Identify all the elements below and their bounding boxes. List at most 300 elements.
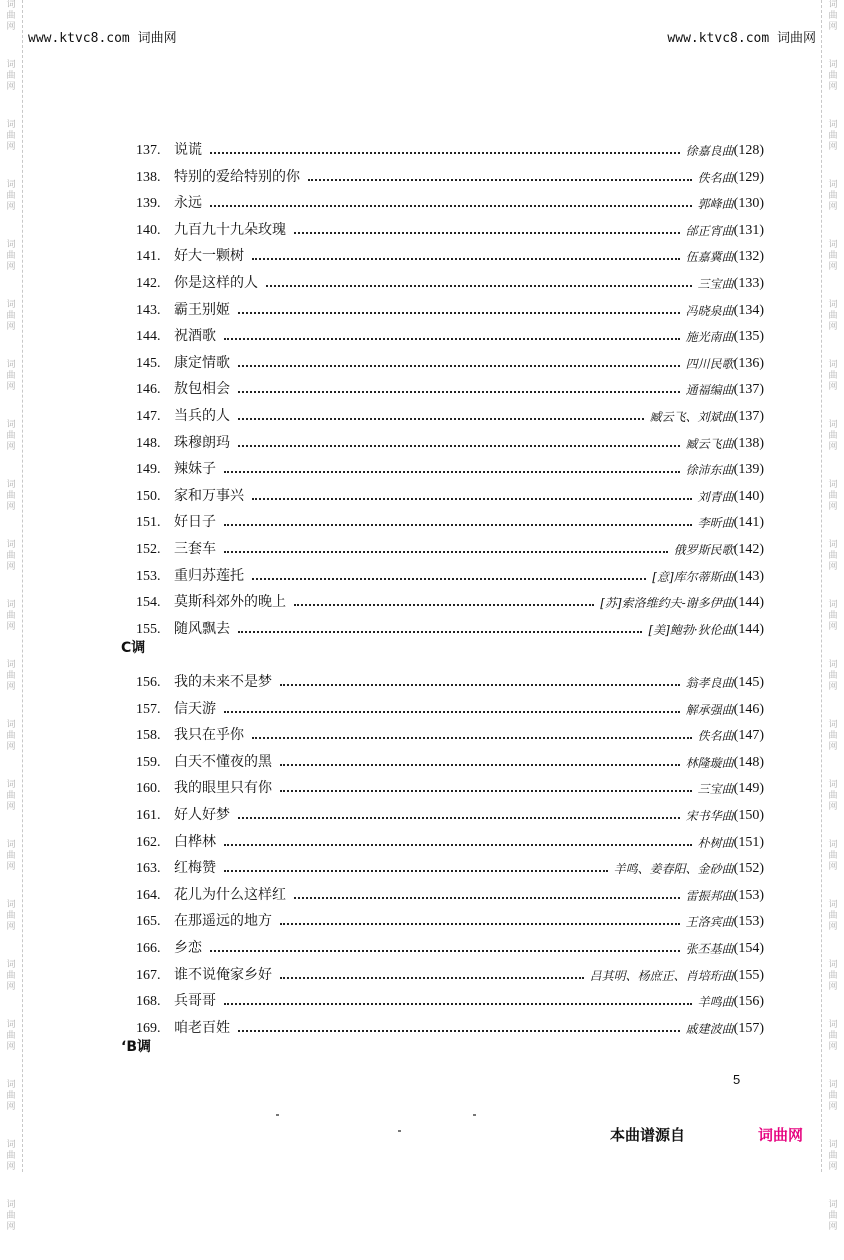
watermark-char: 曲 [828,791,838,801]
scan-speck [398,1130,401,1132]
entry-number: 142. [136,276,161,291]
watermark-char: 词 [828,300,838,310]
watermark-char: 词 [6,180,16,190]
toc-entry [136,479,764,505]
watermark-char: 曲 [6,611,16,621]
watermark-char: 曲 [6,371,16,381]
watermark-char: 词 [828,360,838,370]
entry-composer: 俄罗斯民歌 [673,543,734,557]
watermark-char: 词 [828,780,838,790]
watermark-group [828,240,837,273]
watermark-char: 网 [828,622,838,632]
footer-source-label: 本曲谱源自 [610,1126,686,1144]
watermark-char: 曲 [828,851,838,861]
entry-title: 谁不说俺家乡好 [174,966,272,983]
entry-composer: [美]鲍勃·狄伦曲 [648,622,734,637]
scan-speck [473,1114,476,1116]
entry-title: 重归苏莲托 [174,567,244,584]
watermark-char: 曲 [828,251,838,261]
entry-composer: 李昕曲 [697,516,734,531]
toc-entry [136,878,764,904]
entry-title: 乡恋 [174,940,202,956]
watermark-char: 词 [828,540,838,550]
toc-entry [136,612,764,638]
entry-number: 156. [136,675,161,690]
toc-entry [136,745,764,771]
watermark-char: 曲 [828,911,838,921]
leader-dots [238,365,680,367]
watermark-group [828,1140,837,1173]
entry-composer: 三宝曲 [697,782,734,797]
entry-composer: 三宝曲 [697,277,734,291]
watermark-char: 网 [6,322,16,332]
watermark-char: 词 [828,660,838,670]
entry-composer: 宋书华曲 [685,809,734,823]
watermark-char: 曲 [828,191,838,201]
watermark-char: 网 [828,322,838,332]
leader-dots [252,578,646,580]
entry-number: 167. [136,967,161,983]
entry-number: 140. [136,222,161,238]
leader-dots [252,498,692,500]
leader-dots [224,471,680,473]
watermark-char: 词 [6,660,16,670]
leader-dots [210,152,680,154]
watermark-char: 网 [828,1222,838,1232]
watermark-char: 网 [6,562,16,572]
entry-number: 155. [136,621,161,637]
watermark-group [828,0,837,33]
watermark-char: 曲 [828,311,838,321]
toc-entry [136,160,764,186]
watermark-char: 网 [828,682,838,692]
page-number: 5 [733,1072,741,1087]
entry-composer: 林隆璇曲 [685,755,734,770]
toc-entry [136,585,764,611]
watermark-char: 网 [828,922,838,932]
watermark-char: 词 [828,1020,838,1030]
toc-entry [136,771,764,797]
watermark-group [828,540,837,573]
entry-title: 特别的爱给特别的你 [174,168,300,185]
entry-title: 兵哥哥 [174,993,216,1010]
watermark-char: 曲 [6,731,16,741]
watermark-char: 网 [6,22,16,32]
entry-title: 康定情歌 [174,354,230,371]
leader-dots [280,923,680,925]
toc-entry [136,426,764,452]
watermark-group [6,1200,15,1233]
entry-composer: 徐嘉良曲 [685,144,734,158]
leader-dots [280,764,680,766]
leader-dots [266,285,692,287]
watermark-group [6,720,15,753]
entry-page: (144) [733,621,764,637]
entry-composer: 臧云飞曲 [685,436,734,451]
entry-title: 三套车 [174,541,216,557]
entry-page: (130) [733,196,764,212]
entry-composer: 雷振邦曲 [685,888,734,903]
key-section-heading: ʻB调 [121,1039,151,1056]
entry-composer: [苏]索洛维约夫-谢多伊曲 [600,596,734,611]
watermark-char: 网 [828,1162,838,1172]
watermark-char: 词 [828,1140,838,1150]
watermark-char: 词 [6,1140,16,1150]
toc-entry [136,692,764,718]
entry-title: 祝酒歌 [174,328,216,345]
entry-page: (136) [733,355,764,371]
watermark-group [6,840,15,873]
watermark-char: 曲 [6,551,16,561]
watermark-char: 词 [6,0,16,10]
entry-number: 157. [136,701,161,717]
watermark-char: 曲 [828,371,838,381]
entry-title: 敖包相会 [174,381,230,398]
entry-page: (153) [733,887,764,903]
watermark-column [822,0,844,1260]
entry-page: (140) [733,488,764,504]
entry-page: (128) [733,143,764,158]
watermark-char: 词 [6,360,16,370]
entry-number: 169. [136,1020,161,1036]
watermark-group [6,480,15,513]
toc-entry [136,133,764,159]
entry-page: (145) [733,675,764,690]
watermark-char: 词 [6,60,16,70]
watermark-group [6,180,15,213]
entry-number: 166. [136,941,161,956]
entry-page: (142) [733,542,764,557]
entry-number: 162. [136,834,161,850]
watermark-char: 网 [6,142,16,152]
watermark-group [6,540,15,573]
entry-title: 你是这样的人 [174,275,258,291]
watermark-char: 词 [6,480,16,490]
watermark-group [828,720,837,753]
leader-dots [210,205,692,207]
entry-title: 花儿为什么这样红 [174,886,286,903]
entry-composer: 朴树曲 [697,835,734,850]
toc-entry [136,665,764,691]
entry-page: (139) [733,462,764,478]
watermark-group [828,180,837,213]
entry-page: (149) [733,781,764,797]
leader-dots [252,258,680,260]
leader-dots [294,897,680,899]
watermark-char: 词 [828,840,838,850]
entry-number: 137. [136,143,161,158]
watermark-char: 曲 [828,131,838,141]
watermark-group [6,360,15,393]
watermark-char: 曲 [6,791,16,801]
entry-composer: 张丕基曲 [685,942,734,956]
entry-page: (144) [733,595,764,611]
leader-dots [252,737,692,739]
watermark-char: 词 [6,960,16,970]
entry-title: 家和万事兴 [174,487,244,504]
entry-number: 161. [136,808,161,823]
entry-page: (134) [733,302,764,318]
entry-composer: 伍嘉冀曲 [685,250,734,265]
footer-brand-logo[interactable]: 词曲网 [758,1126,804,1144]
leader-dots [238,817,680,819]
entry-number: 160. [136,781,161,797]
watermark-char: 曲 [828,431,838,441]
watermark-group [828,60,837,93]
leader-dots [224,870,608,872]
watermark-char: 网 [6,1222,16,1232]
watermark-group [828,960,837,993]
watermark-group [6,300,15,333]
watermark-char: 词 [828,1080,838,1090]
watermark-char: 词 [6,420,16,430]
toc-entry [136,532,764,558]
entry-page: (143) [733,568,764,584]
entry-number: 139. [136,196,161,212]
watermark-group [6,1020,15,1053]
watermark-char: 曲 [828,731,838,741]
watermark-char: 曲 [828,1031,838,1041]
entry-page: (155) [733,967,764,983]
entry-page: (146) [733,701,764,717]
watermark-char: 网 [6,1042,16,1052]
entry-composer: 羊鸣曲 [697,995,734,1010]
watermark-char: 词 [828,240,838,250]
watermark-group [828,1200,837,1233]
toc-entry [136,319,764,345]
leader-dots [280,684,680,686]
watermark-char: 词 [6,120,16,130]
toc-entry [136,798,764,824]
key-section-heading: C调 [121,640,146,657]
watermark-group [6,1140,15,1173]
entry-page: (138) [733,435,764,451]
watermark-char: 网 [6,82,16,92]
watermark-group [6,780,15,813]
header-site-right[interactable]: www.ktvc8.com 词曲网 [667,31,816,46]
entry-number: 138. [136,169,161,185]
toc-entry [136,293,764,319]
entry-composer: 郭峰曲 [697,197,734,212]
entry-composer: 王洛宾曲 [685,915,734,930]
watermark-group [828,660,837,693]
watermark-char: 网 [6,442,16,452]
entry-composer: 四川民歌 [685,356,734,371]
entry-page: (135) [733,329,764,345]
watermark-char: 词 [828,720,838,730]
entry-title: 珠穆朗玛 [174,434,230,451]
watermark-char: 词 [6,300,16,310]
watermark-char: 曲 [828,1211,838,1221]
watermark-char: 曲 [6,131,16,141]
watermark-group [828,1020,837,1053]
entry-page: (153) [733,914,764,930]
entry-page: (150) [733,808,764,823]
watermark-char: 曲 [6,1091,16,1101]
watermark-char: 曲 [6,911,16,921]
entry-title: 红梅赞 [174,860,216,877]
entry-title: 莫斯科郊外的晚上 [174,594,286,611]
watermark-char: 词 [6,900,16,910]
watermark-char: 曲 [6,11,16,21]
entry-title: 霸王别姬 [174,301,230,318]
entry-title: 白桦林 [174,833,216,850]
watermark-char: 网 [6,922,16,932]
entry-number: 141. [136,249,161,265]
leader-dots [224,711,680,713]
toc-entry [136,452,764,478]
leader-dots [238,631,642,633]
watermark-char: 曲 [828,551,838,561]
entry-page: (157) [733,1020,764,1036]
entry-page: (137) [733,409,764,424]
entry-page: (147) [733,728,764,744]
watermark-group [828,120,837,153]
toc-entry [136,372,764,398]
watermark-char: 曲 [6,971,16,981]
watermark-char: 曲 [6,671,16,681]
watermark-group [6,0,15,33]
scan-speck [276,1114,279,1116]
entry-title: 我只在乎你 [174,727,244,744]
watermark-char: 网 [6,262,16,272]
leader-dots [280,790,692,792]
watermark-char: 网 [828,742,838,752]
toc-entry [136,239,764,265]
entry-composer: 施光南曲 [685,330,734,345]
watermark-char: 网 [828,262,838,272]
watermark-char: 词 [6,1020,16,1030]
watermark-group [6,120,15,153]
watermark-group [828,780,837,813]
leader-dots [224,1003,692,1005]
entry-title: 好人好梦 [174,807,230,823]
leader-dots [294,604,594,606]
watermark-group [6,600,15,633]
watermark-char: 网 [6,682,16,692]
watermark-group [6,420,15,453]
watermark-char: 曲 [828,671,838,681]
watermark-char: 网 [828,1042,838,1052]
entry-number: 168. [136,994,161,1010]
entry-number: 159. [136,754,161,770]
entry-title: 我的眼里只有你 [174,780,272,797]
watermark-char: 曲 [6,191,16,201]
watermark-char: 词 [6,240,16,250]
watermark-group [6,900,15,933]
entry-page: (132) [733,249,764,265]
toc-entry [136,346,764,372]
entry-composer: 佚名曲 [697,729,734,744]
entry-page: (137) [733,382,764,398]
watermark-char: 曲 [828,971,838,981]
watermark-group [828,1080,837,1113]
entry-page: (148) [733,754,764,770]
watermark-char: 词 [828,1200,838,1210]
watermark-group [828,300,837,333]
watermark-char: 网 [828,82,838,92]
watermark-char: 词 [828,480,838,490]
watermark-group [6,1080,15,1113]
watermark-char: 词 [828,900,838,910]
entry-title: 白天不懂夜的黑 [174,753,272,770]
watermark-char: 曲 [6,311,16,321]
entry-composer: 刘青曲 [697,489,734,504]
watermark-char: 曲 [828,11,838,21]
leader-dots [308,179,692,181]
watermark-char: 词 [6,720,16,730]
entry-composer: 戚建波曲 [685,1021,734,1036]
toc-entry [136,399,764,425]
toc-entry [136,718,764,744]
watermark-char: 网 [828,142,838,152]
watermark-char: 词 [6,1080,16,1090]
entry-title: 在那遥远的地方 [174,913,272,930]
toc-entry [136,266,764,292]
watermark-char: 网 [828,202,838,212]
watermark-group [828,900,837,933]
entry-title: 信天游 [174,700,216,717]
entry-page: (131) [733,222,764,238]
watermark-char: 曲 [828,611,838,621]
entry-page: (141) [733,515,764,531]
watermark-char: 曲 [6,851,16,861]
entry-number: 151. [136,515,161,531]
leader-dots [224,844,692,846]
watermark-group [828,360,837,393]
watermark-group [828,600,837,633]
entry-composer: 吕其明、杨庶正、肖培珩曲 [589,968,734,983]
entry-composer: 徐沛东曲 [685,463,734,478]
toc-entry [136,904,764,930]
entry-title: 当兵的人 [174,408,230,424]
watermark-char: 曲 [6,251,16,261]
watermark-char: 网 [828,862,838,872]
watermark-char: 曲 [6,431,16,441]
entry-page: (154) [733,941,764,956]
watermark-char: 网 [6,1162,16,1172]
watermark-char: 网 [828,382,838,392]
leader-dots [238,391,680,393]
watermark-char: 曲 [828,491,838,501]
watermark-char: 词 [6,840,16,850]
header-site-left[interactable]: www.ktvc8.com 词曲网 [28,31,177,46]
entry-page: (152) [733,861,764,877]
entry-title: 说谎 [174,142,202,158]
watermark-char: 网 [828,502,838,512]
entry-number: 154. [136,595,161,611]
entry-title: 随风飘去 [174,620,230,637]
watermark-group [828,840,837,873]
leader-dots [210,950,680,952]
leader-dots [280,977,584,979]
watermark-char: 词 [828,420,838,430]
toc-entry [136,1011,764,1037]
watermark-char: 网 [828,22,838,32]
entry-number: 150. [136,488,161,504]
entry-number: 148. [136,435,161,451]
toc-entry [136,851,764,877]
toc-entry [136,559,764,585]
watermark-char: 网 [6,802,16,812]
watermark-group [6,660,15,693]
entry-title: 好日子 [174,514,216,531]
watermark-group [6,960,15,993]
watermark-char: 曲 [828,1151,838,1161]
watermark-char: 词 [6,540,16,550]
watermark-char: 曲 [6,491,16,501]
entry-composer: 翁孝良曲 [685,676,734,690]
